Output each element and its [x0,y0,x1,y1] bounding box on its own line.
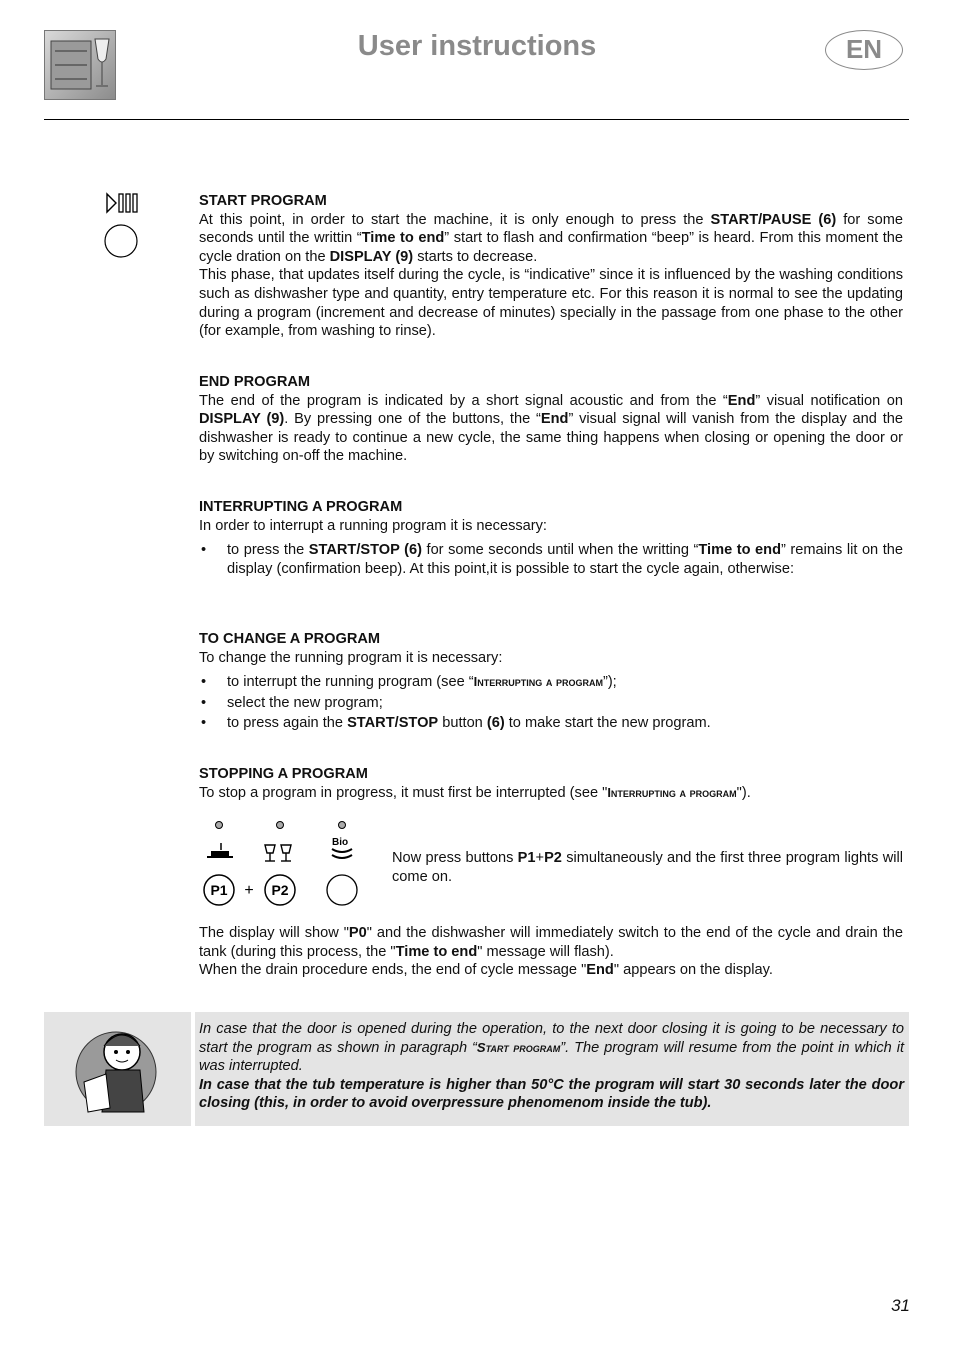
note-icon-panel [44,1012,191,1126]
play-pause-icon [107,194,137,212]
mascot-icon [44,1012,191,1126]
header-divider [44,119,909,120]
section-heading: TO CHANGE A PROGRAM [199,631,381,647]
p1p2-instruction: Now press buttons P1+P2 simultaneously and the first three program lights will come on. [392,850,903,885]
list-item: • to press again the START/STOP button (6) to make start the new program. [199,714,903,733]
end-program-section [199,373,903,466]
page-number: 31 [891,1296,910,1315]
stop-intro: To stop a program in progress, it must first be interrupted (see "Interrupting a program"). [199,784,751,801]
start-paragraph-2: This phase, that updates itself during the cycle, is “indicative” since it is influenced by the washing conditions such as dishwasher type and quantity, entry temperature etc. For this reason it is normal to see the updating during a program (increment and decrease of minutes) specially in the passage from one phase to the other (for example, from washing to rinse). [199,267,903,340]
section-heading: STOPPING A PROGRAM [199,766,368,782]
section-heading: INTERRUPTING A PROGRAM [199,499,403,515]
svg-text:P1: P1 [210,882,228,898]
p1-button [204,875,234,905]
drain-paragraph: When the drain procedure ends, the end of cycle message "End" appears on the display. [199,962,773,979]
language-badge: EN [825,30,903,70]
button-circle-icon [327,875,357,905]
list-item: • to interrupt the running program (see “Interrupting a program”); [199,673,903,692]
change-list [199,673,903,733]
button-circle-icon [105,225,137,257]
glasses-program-icon [265,845,291,861]
interrupt-list [199,541,903,578]
note-paragraph-1: In case that the door is opened during the operation, to the next door closing it is going to be necessary to start the program as shown in paragraph “Start program”. The program will resume from the point in which it was interrupted. [199,1021,904,1075]
note-paragraph-2: In case that the tub temperature is higher than 50°C the program will start 30 seconds later the door closing (this, in order to avoid overpressure phenomenom inside the tub). [199,1076,904,1112]
plus-sign: + [244,882,254,899]
list-item: • select the new program; [199,694,903,713]
start-paragraph-1: At this point, in order to start the machine, it is only enough to press the START/PAUSE (6) for some seconds until the writtin “Time to end” start to flash and confirmation “beep” is heard. From this moment the cycle dration on the DISPLAY (9) starts to decrease. [199,211,903,265]
start-program-section [199,192,903,341]
svg-text:P2: P2 [271,882,289,898]
stop-result-section [199,924,903,980]
interrupt-intro: In order to interrupt a running program it is necessary: [199,517,547,534]
section-heading: END PROGRAM [199,374,311,390]
section-heading: START PROGRAM [199,193,327,209]
pot-program-icon [207,843,233,857]
stopping-section [199,765,903,802]
bio-program-icon [332,837,352,858]
program-buttons-figure [199,815,369,910]
display-paragraph: The display will show "P0" and the dishwasher will immediately switch to the end of the cycle and drain the tank (during this process, the "Time to end" message will flash). [199,925,904,960]
svg-text:Bio: Bio [332,837,349,848]
note-text [199,1020,904,1113]
p2-button [265,875,295,905]
end-paragraph: The end of the program is indicated by a short signal acoustic and from the “End” visual notification on DISPLAY (9). By pressing one of the buttons, the “End” visual signal will vanish from the display and the dishwasher is ready to continue a new cycle, the same thing happens when closing or opening the door or by switching on-off the machine. [199,392,903,465]
page-title: User instructions [357,30,597,62]
change-program-section [199,630,903,735]
interrupting-section [199,498,903,580]
start-pause-button-icons [104,192,140,262]
change-intro: To change the running program it is necessary: [199,649,503,666]
list-item: • to press the START/STOP (6) for some seconds until when the writting “Time to end” remains lit on the display (confirmation beep). At this point,it is possible to start the cycle again, otherwise: [199,541,903,578]
